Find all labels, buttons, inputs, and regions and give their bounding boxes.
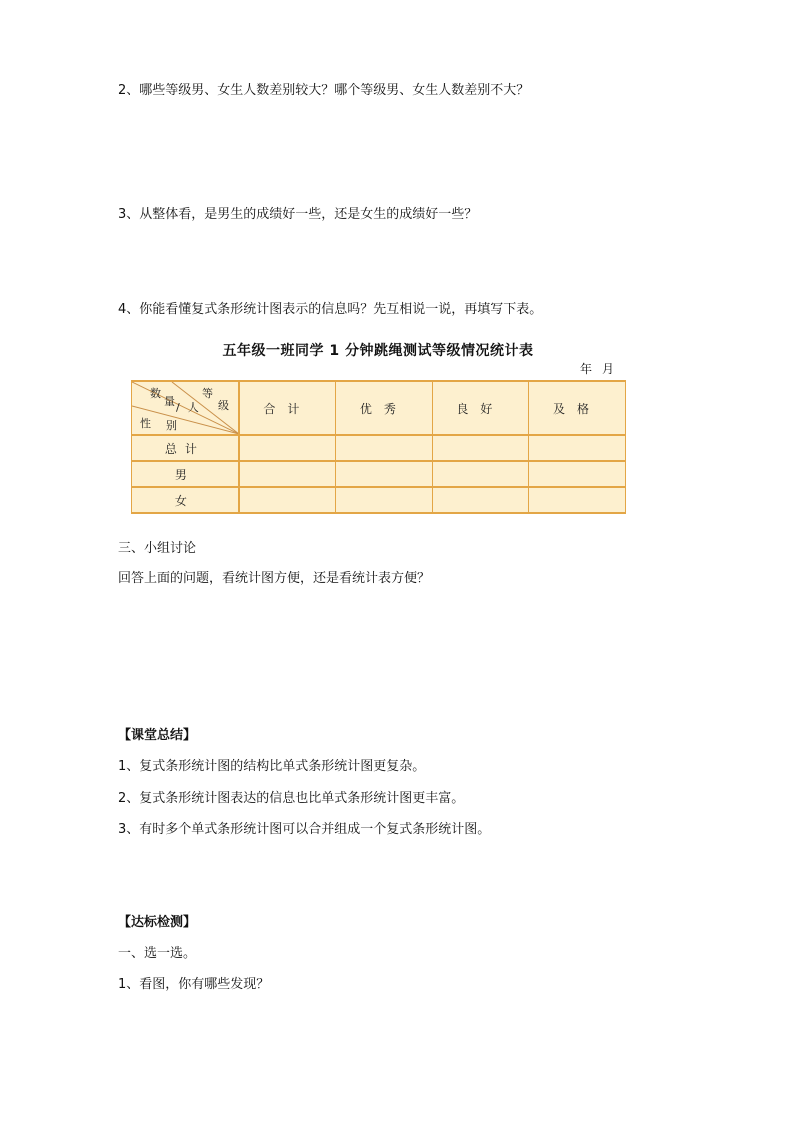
corner-label-gender-2: 别	[166, 419, 185, 432]
row-label-total: 总计	[132, 435, 239, 461]
table-cell[interactable]	[432, 435, 528, 461]
summary-heading: 【课堂总结】	[118, 728, 197, 743]
table-cell[interactable]	[239, 487, 336, 513]
table-cell[interactable]	[335, 487, 432, 513]
row-label-girls: 女	[132, 487, 239, 513]
corner-label-grade-1: 等	[202, 387, 221, 400]
table-date-label: 年月	[580, 362, 625, 376]
table-cell[interactable]	[239, 461, 336, 487]
table-header-row	[132, 381, 626, 435]
question-3: 3、从整体看，是男生的成绩好一些，还是女生的成绩好一些？	[118, 207, 478, 222]
question-4: 4、你能看懂复式条形统计图表示的信息吗？先互相说一说，再填写下表。	[118, 302, 543, 317]
table-cell[interactable]	[239, 435, 336, 461]
table-cell[interactable]	[432, 461, 528, 487]
question-2: 2、哪些等级男、女生人数差别较大？哪个等级男、女生人数差别不大？	[118, 83, 530, 98]
test-heading: 【达标检测】	[118, 915, 197, 930]
table-cell[interactable]	[528, 487, 625, 513]
corner-label-quantity-1: 数	[150, 387, 169, 400]
summary-item-1: 1、复式条形统计图的结构比单式条形统计图更复杂。	[118, 759, 426, 774]
corner-label-gender-1: 性	[140, 417, 159, 430]
table-row-girls	[132, 487, 626, 513]
column-header-good: 良好	[432, 381, 528, 435]
stats-table	[131, 380, 626, 514]
table-title: 五年级一班同学 1 分钟跳绳测试等级情况统计表	[222, 343, 534, 359]
table-cell[interactable]	[432, 487, 528, 513]
table-row-boys	[132, 461, 626, 487]
corner-label-unit: /人	[176, 401, 207, 414]
test-question-1: 1、看图，你有哪些发现？	[118, 977, 270, 992]
table-cell[interactable]	[335, 435, 432, 461]
corner-label-grade-2: 级	[218, 399, 237, 412]
summary-item-2: 2、复式条形统计图表达的信息也比单式条形统计图更丰富。	[118, 791, 465, 806]
discussion-heading: 三、小组讨论	[118, 541, 197, 556]
discussion-question: 回答上面的问题，看统计图方便，还是看统计表方便？	[118, 571, 431, 586]
table-cell[interactable]	[528, 461, 625, 487]
column-header-pass: 及格	[528, 381, 625, 435]
table-row-total	[132, 435, 626, 461]
column-header-excellent: 优秀	[335, 381, 432, 435]
column-header-total: 合计	[239, 381, 336, 435]
table-cell[interactable]	[335, 461, 432, 487]
table-corner-cell	[132, 381, 239, 435]
table-cell[interactable]	[528, 435, 625, 461]
summary-item-3: 3、有时多个单式条形统计图可以合并组成一个复式条形统计图。	[118, 822, 491, 837]
test-part-heading: 一、选一选。	[118, 946, 197, 961]
corner-label-quantity-2: 量	[164, 395, 183, 408]
row-label-boys: 男	[132, 461, 239, 487]
